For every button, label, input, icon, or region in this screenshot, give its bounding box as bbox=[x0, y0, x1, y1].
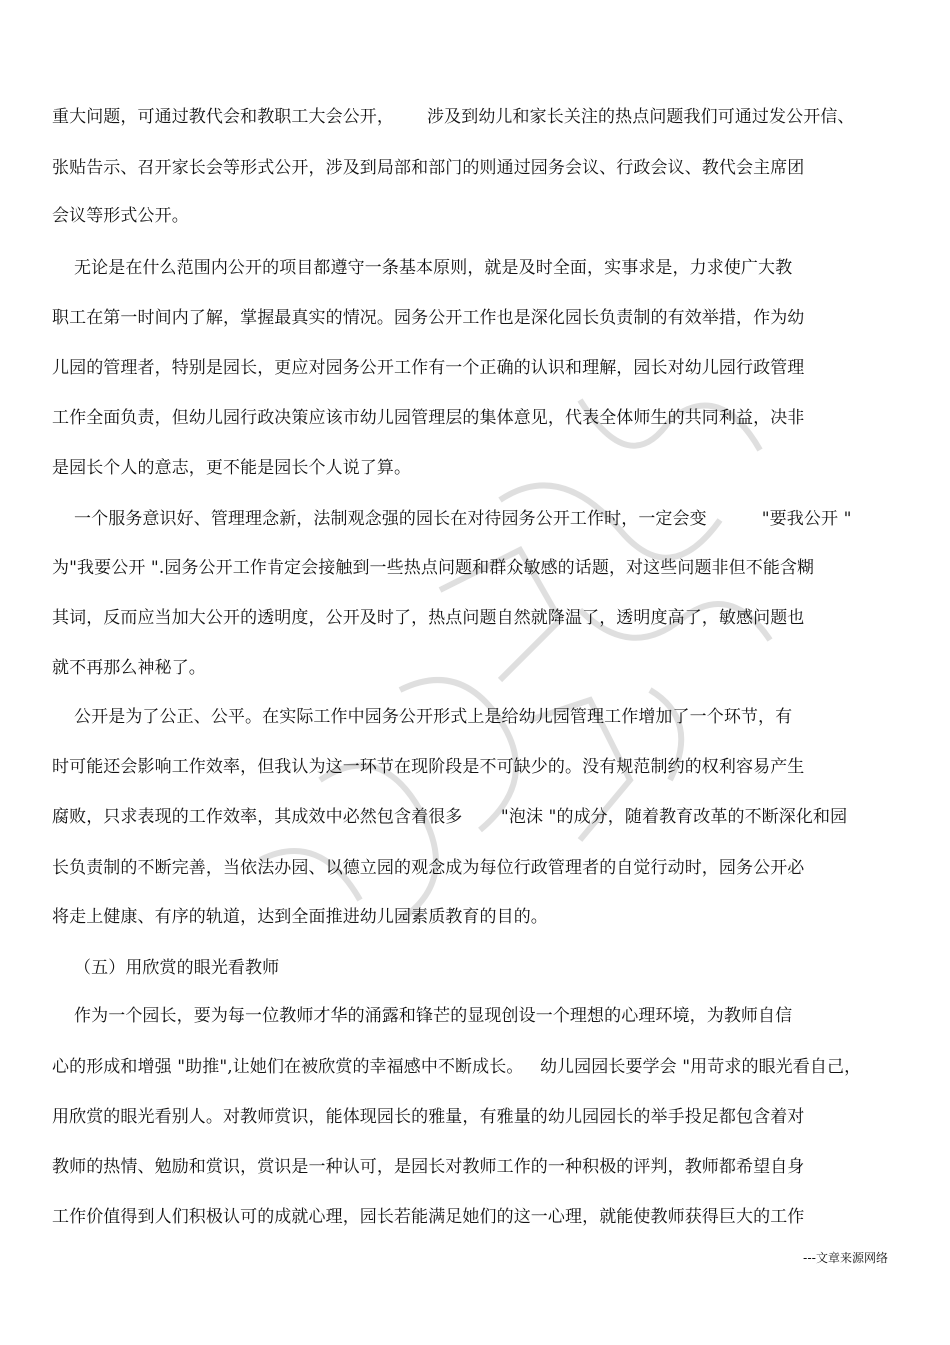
text-line: 将走上健康、有序的轨道，达到全面推进幼儿园素质教育的目的。 bbox=[52, 907, 548, 927]
text-line: 心的形成和增强 "助推",让她们在被欣赏的幸福感中不断成长。 幼儿园园长要学会 "用苛求的眼光看自己， bbox=[52, 1057, 862, 1077]
text-line: 是园长个人的意志，更不能是园长个人说了算。 bbox=[52, 458, 412, 478]
text-line: 儿园的管理者，特别是园长，更应对园务公开工作有一个正确的认识和理解，园长对幼儿园行政管理 bbox=[52, 358, 805, 378]
text-line: 重大问题，可通过教代会和教职工大会公开， 涉及到幼儿和家长关注的热点问题我们可通过发公开信、 bbox=[52, 107, 855, 127]
section-heading: （五）用欣赏的眼光看教师 bbox=[52, 958, 280, 978]
text-line: 为"我要公开 ".园务公开工作肯定会接触到一些热点问题和群众敏感的话题，对这些问题非但不能含糊 bbox=[52, 558, 815, 578]
text-line: 张贴告示、召开家长会等形式公开，涉及到局部和部门的则通过园务会议、行政会议、教代会主席团 bbox=[52, 158, 805, 178]
text-line: 会议等形式公开。 bbox=[52, 206, 189, 226]
text-line: 职工在第一时间内了解，掌握最真实的情况。园务公开工作也是深化园长负责制的有效举措，作为幼 bbox=[52, 308, 805, 328]
text-line: 用欣赏的眼光看别人。对教师赏识，能体现园长的雅量，有雅量的幼儿园园长的举手投足都包含着对 bbox=[52, 1107, 805, 1127]
source-footer: ---文章来源网络 bbox=[803, 1251, 888, 1265]
text-line: 其词，反而应当加大公开的透明度，公开及时了，热点问题自然就降温了，透明度高了，敏感问题也 bbox=[52, 608, 805, 628]
text-line: 作为一个园长，要为每一位教师才华的涌露和锋芒的显现创设一个理想的心理环境，为教师自信 bbox=[52, 1006, 793, 1026]
text-line: 就不再那么神秘了。 bbox=[52, 658, 206, 678]
text-line: 无论是在什么范围内公开的项目都遵守一条基本原则，就是及时全面，实事求是，力求使广大教 bbox=[52, 258, 793, 278]
text-line: 工作价值得到人们积极认可的成就心理，园长若能满足她们的这一心理，就能使教师获得巨大的工作 bbox=[52, 1207, 805, 1227]
text-line: 公开是为了公正、公平。在实际工作中园务公开形式上是给幼儿园管理工作增加了一个环节，有 bbox=[52, 707, 793, 727]
text-line: 长负责制的不断完善，当依法办园、以德立园的观念成为每位行政管理者的自觉行动时，园务公开必 bbox=[52, 858, 805, 878]
text-line: 时可能还会影响工作效率，但我认为这一环节在现阶段是不可缺少的。没有规范制约的权利容易产生 bbox=[52, 757, 805, 777]
text-line: 腐败，只求表现的工作效率，其成效中必然包含着很多 "泡沫 "的成分，随着教育改革的不断深化和园 bbox=[52, 807, 848, 827]
text-line: 教师的热情、勉励和赏识，赏识是一种认可，是园长对教师工作的一种积极的评判，教师都希望自身 bbox=[52, 1157, 805, 1177]
text-line: 工作全面负责，但幼儿园行政决策应该市幼儿园管理层的集体意见，代表全体师生的共同利益，决非 bbox=[52, 408, 805, 428]
text-line: 一个服务意识好、管理理念新，法制观念强的园长在对待园务公开工作时，一定会变 "要我公开 " bbox=[52, 509, 852, 529]
